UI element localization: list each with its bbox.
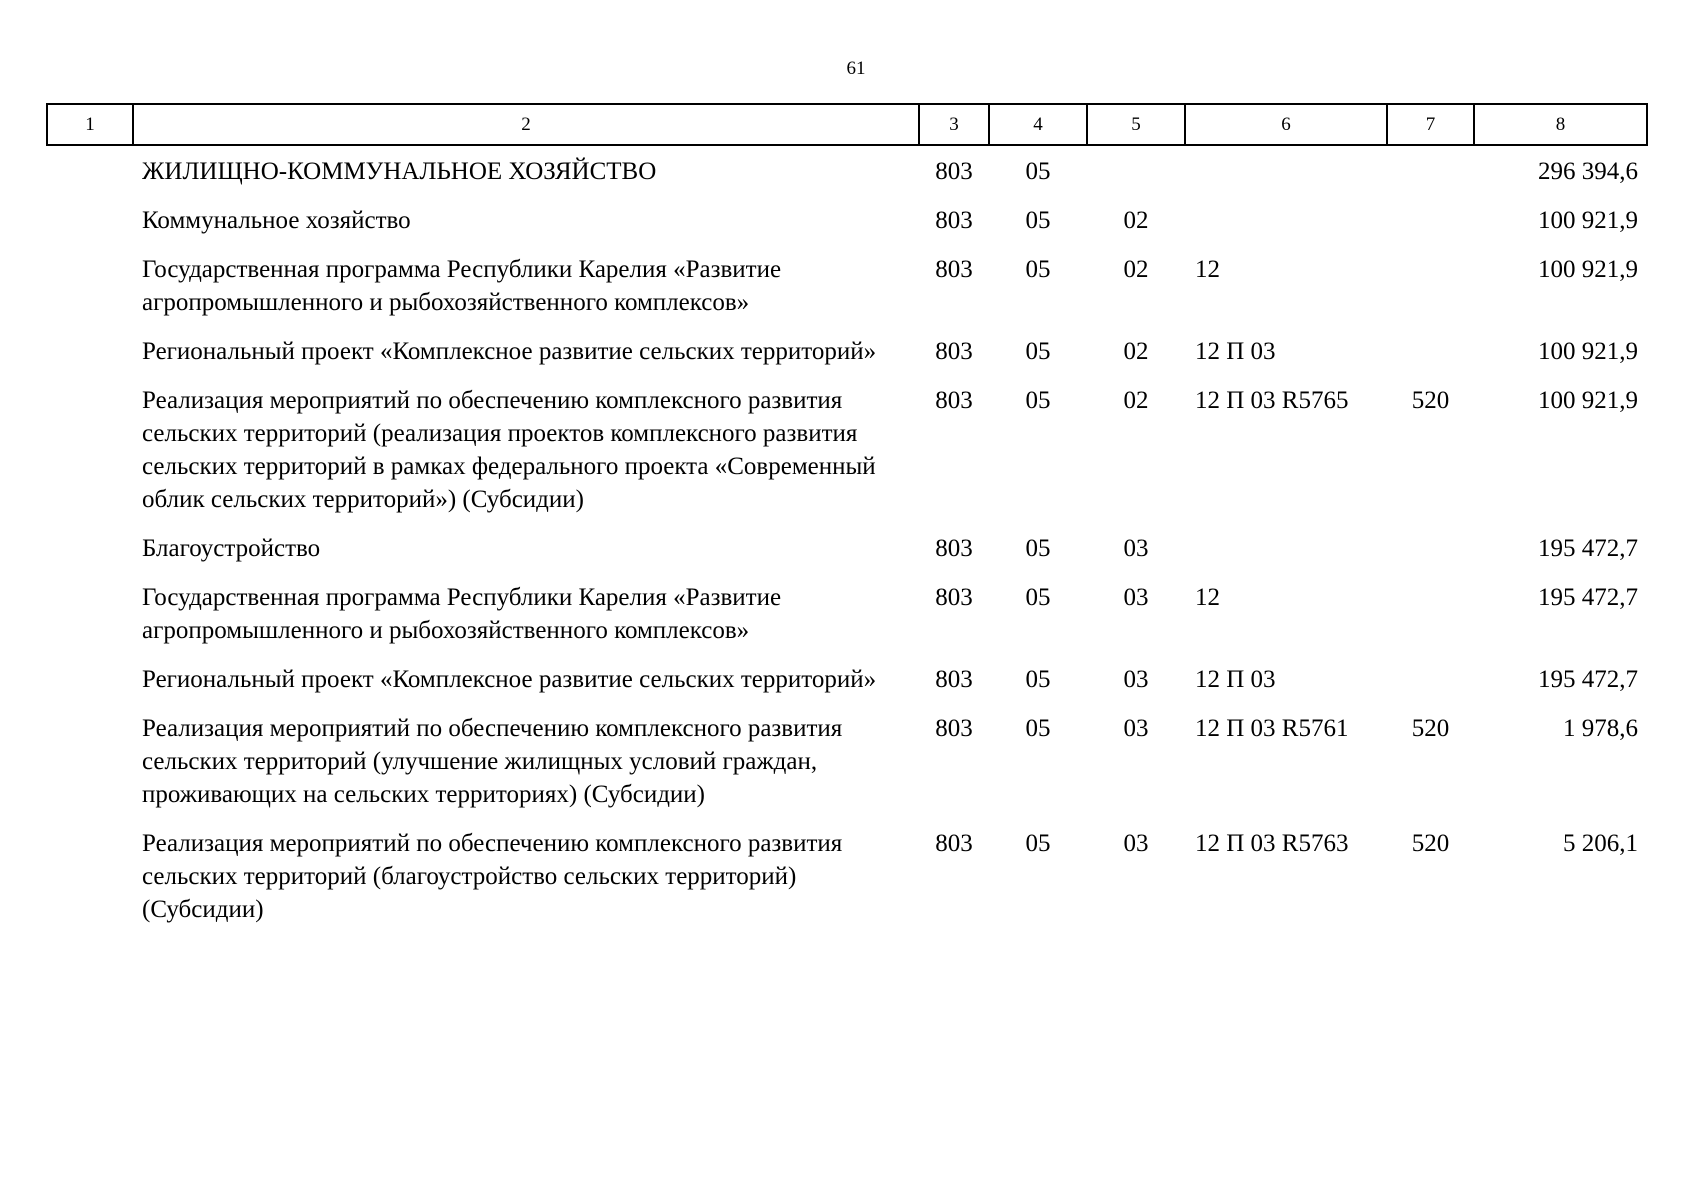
row-section-code: 05	[1025, 535, 1051, 562]
row-subsection-code: 03	[1123, 830, 1149, 857]
table-row	[47, 376, 1647, 524]
row-expense-type	[1387, 145, 1474, 196]
row-name: Региональный проект «Комплексное развитие сельских территорий»	[142, 666, 877, 693]
row-ministry-code: 803	[935, 715, 973, 742]
row-subsection-code: 03	[1123, 715, 1149, 742]
row-target-article	[1185, 524, 1387, 573]
row-amount: 5 206,1	[1563, 830, 1638, 857]
row-amount: 100 921,9	[1538, 387, 1638, 414]
row-target-article: 12	[1195, 256, 1220, 283]
table-row	[47, 819, 1647, 934]
row-ministry-code: 803	[935, 207, 973, 234]
row-subsection-code: 03	[1123, 535, 1149, 562]
row-ministry-code: 803	[935, 158, 973, 185]
header-cell-8: 8	[1474, 104, 1647, 145]
row-index-cell	[47, 245, 133, 327]
row-ministry-code: 803	[935, 584, 973, 611]
row-index-cell	[47, 376, 133, 524]
table-body	[47, 145, 1647, 934]
header-cell-4: 4	[989, 104, 1087, 145]
row-target-article: 12 П 03 R5761	[1195, 715, 1349, 742]
row-section-code: 05	[1025, 830, 1051, 857]
row-ministry-code: 803	[935, 535, 973, 562]
header-cell-7: 7	[1387, 104, 1474, 145]
row-target-article: 12 П 03	[1195, 666, 1276, 693]
table-row	[47, 524, 1647, 573]
row-index-cell	[47, 327, 133, 376]
row-subsection-code: 03	[1123, 584, 1149, 611]
row-name: Региональный проект «Комплексное развитие сельских территорий»	[142, 338, 877, 365]
row-name: Благоустройство	[142, 535, 321, 562]
row-subsection-code: 02	[1123, 387, 1149, 414]
row-amount: 100 921,9	[1538, 207, 1638, 234]
row-amount: 195 472,7	[1538, 535, 1638, 562]
row-index-cell	[47, 524, 133, 573]
row-section-code: 05	[1025, 338, 1051, 365]
row-target-article: 12	[1195, 584, 1220, 611]
row-target-article: 12 П 03	[1195, 338, 1276, 365]
row-ministry-code: 803	[935, 387, 973, 414]
row-index-cell	[47, 573, 133, 655]
row-expense-type	[1387, 573, 1474, 655]
row-index-cell	[47, 704, 133, 819]
row-ministry-code: 803	[935, 256, 973, 283]
row-expense-type: 520	[1411, 830, 1450, 857]
row-name: Государственная программа Республики Карелия «Развитие агропромышленного и рыбохозяйственного комплексов»	[142, 256, 782, 316]
row-subsection-code: 02	[1123, 338, 1149, 365]
row-subsection-code: 03	[1123, 666, 1149, 693]
row-ministry-code: 803	[935, 666, 973, 693]
row-section-code: 05	[1025, 256, 1051, 283]
row-section-code: 05	[1025, 666, 1051, 693]
table-row	[47, 245, 1647, 327]
row-target-article	[1185, 145, 1387, 196]
row-expense-type: 520	[1411, 387, 1450, 414]
row-name: Государственная программа Республики Карелия «Развитие агропромышленного и рыбохозяйственного комплексов»	[142, 584, 782, 644]
row-amount: 1 978,6	[1563, 715, 1638, 742]
row-section-code: 05	[1025, 207, 1051, 234]
row-amount: 296 394,6	[1538, 158, 1638, 185]
row-target-article: 12 П 03 R5763	[1195, 830, 1349, 857]
row-subsection-code	[1087, 145, 1185, 196]
row-subsection-code: 02	[1123, 256, 1149, 283]
row-amount: 100 921,9	[1538, 256, 1638, 283]
table-row	[47, 145, 1647, 196]
row-amount: 100 921,9	[1538, 338, 1638, 365]
header-cell-3: 3	[919, 104, 989, 145]
row-expense-type	[1387, 655, 1474, 704]
row-expense-type	[1387, 245, 1474, 327]
row-expense-type	[1387, 196, 1474, 245]
row-target-article: 12 П 03 R5765	[1195, 387, 1349, 414]
row-name: ЖИЛИЩНО-КОММУНАЛЬНОЕ ХОЗЯЙСТВО	[142, 158, 657, 185]
header-cell-6: 6	[1185, 104, 1387, 145]
row-name: Реализация мероприятий по обеспечению комплексного развития сельских территорий (улучшение жилищных условий граждан, проживающих на сельских территориях) (Субсидии)	[142, 715, 843, 808]
row-ministry-code: 803	[935, 338, 973, 365]
row-expense-type: 520	[1411, 715, 1450, 742]
row-expense-type	[1387, 327, 1474, 376]
row-amount: 195 472,7	[1538, 584, 1638, 611]
row-index-cell	[47, 145, 133, 196]
row-section-code: 05	[1025, 387, 1051, 414]
row-target-article	[1185, 196, 1387, 245]
row-name: Реализация мероприятий по обеспечению комплексного развития сельских территорий (реализация проектов комплексного развития сельских территорий в рамках федерального проекта «Современный облик сельских территорий») (Субсидии)	[142, 387, 876, 513]
row-name: Коммунальное хозяйство	[142, 207, 411, 234]
row-index-cell	[47, 655, 133, 704]
table-row	[47, 573, 1647, 655]
row-section-code: 05	[1025, 584, 1051, 611]
row-index-cell	[47, 819, 133, 934]
row-amount: 195 472,7	[1538, 666, 1638, 693]
table-row	[47, 327, 1647, 376]
page-number: 61	[846, 58, 866, 79]
budget-table	[46, 103, 1648, 934]
header-cell-5: 5	[1087, 104, 1185, 145]
table-row	[47, 196, 1647, 245]
row-expense-type	[1387, 524, 1474, 573]
row-subsection-code: 02	[1123, 207, 1149, 234]
header-cell-2: 2	[133, 104, 919, 145]
table-header	[47, 104, 1647, 145]
row-ministry-code: 803	[935, 830, 973, 857]
table-row	[47, 655, 1647, 704]
row-index-cell	[47, 196, 133, 245]
header-row	[47, 104, 1647, 145]
header-cell-1: 1	[47, 104, 133, 145]
row-section-code: 05	[1025, 158, 1051, 185]
row-section-code: 05	[1025, 715, 1051, 742]
row-name: Реализация мероприятий по обеспечению комплексного развития сельских территорий (благоустройство сельских территорий) (Субсидии)	[142, 830, 843, 923]
table-row	[47, 704, 1647, 819]
